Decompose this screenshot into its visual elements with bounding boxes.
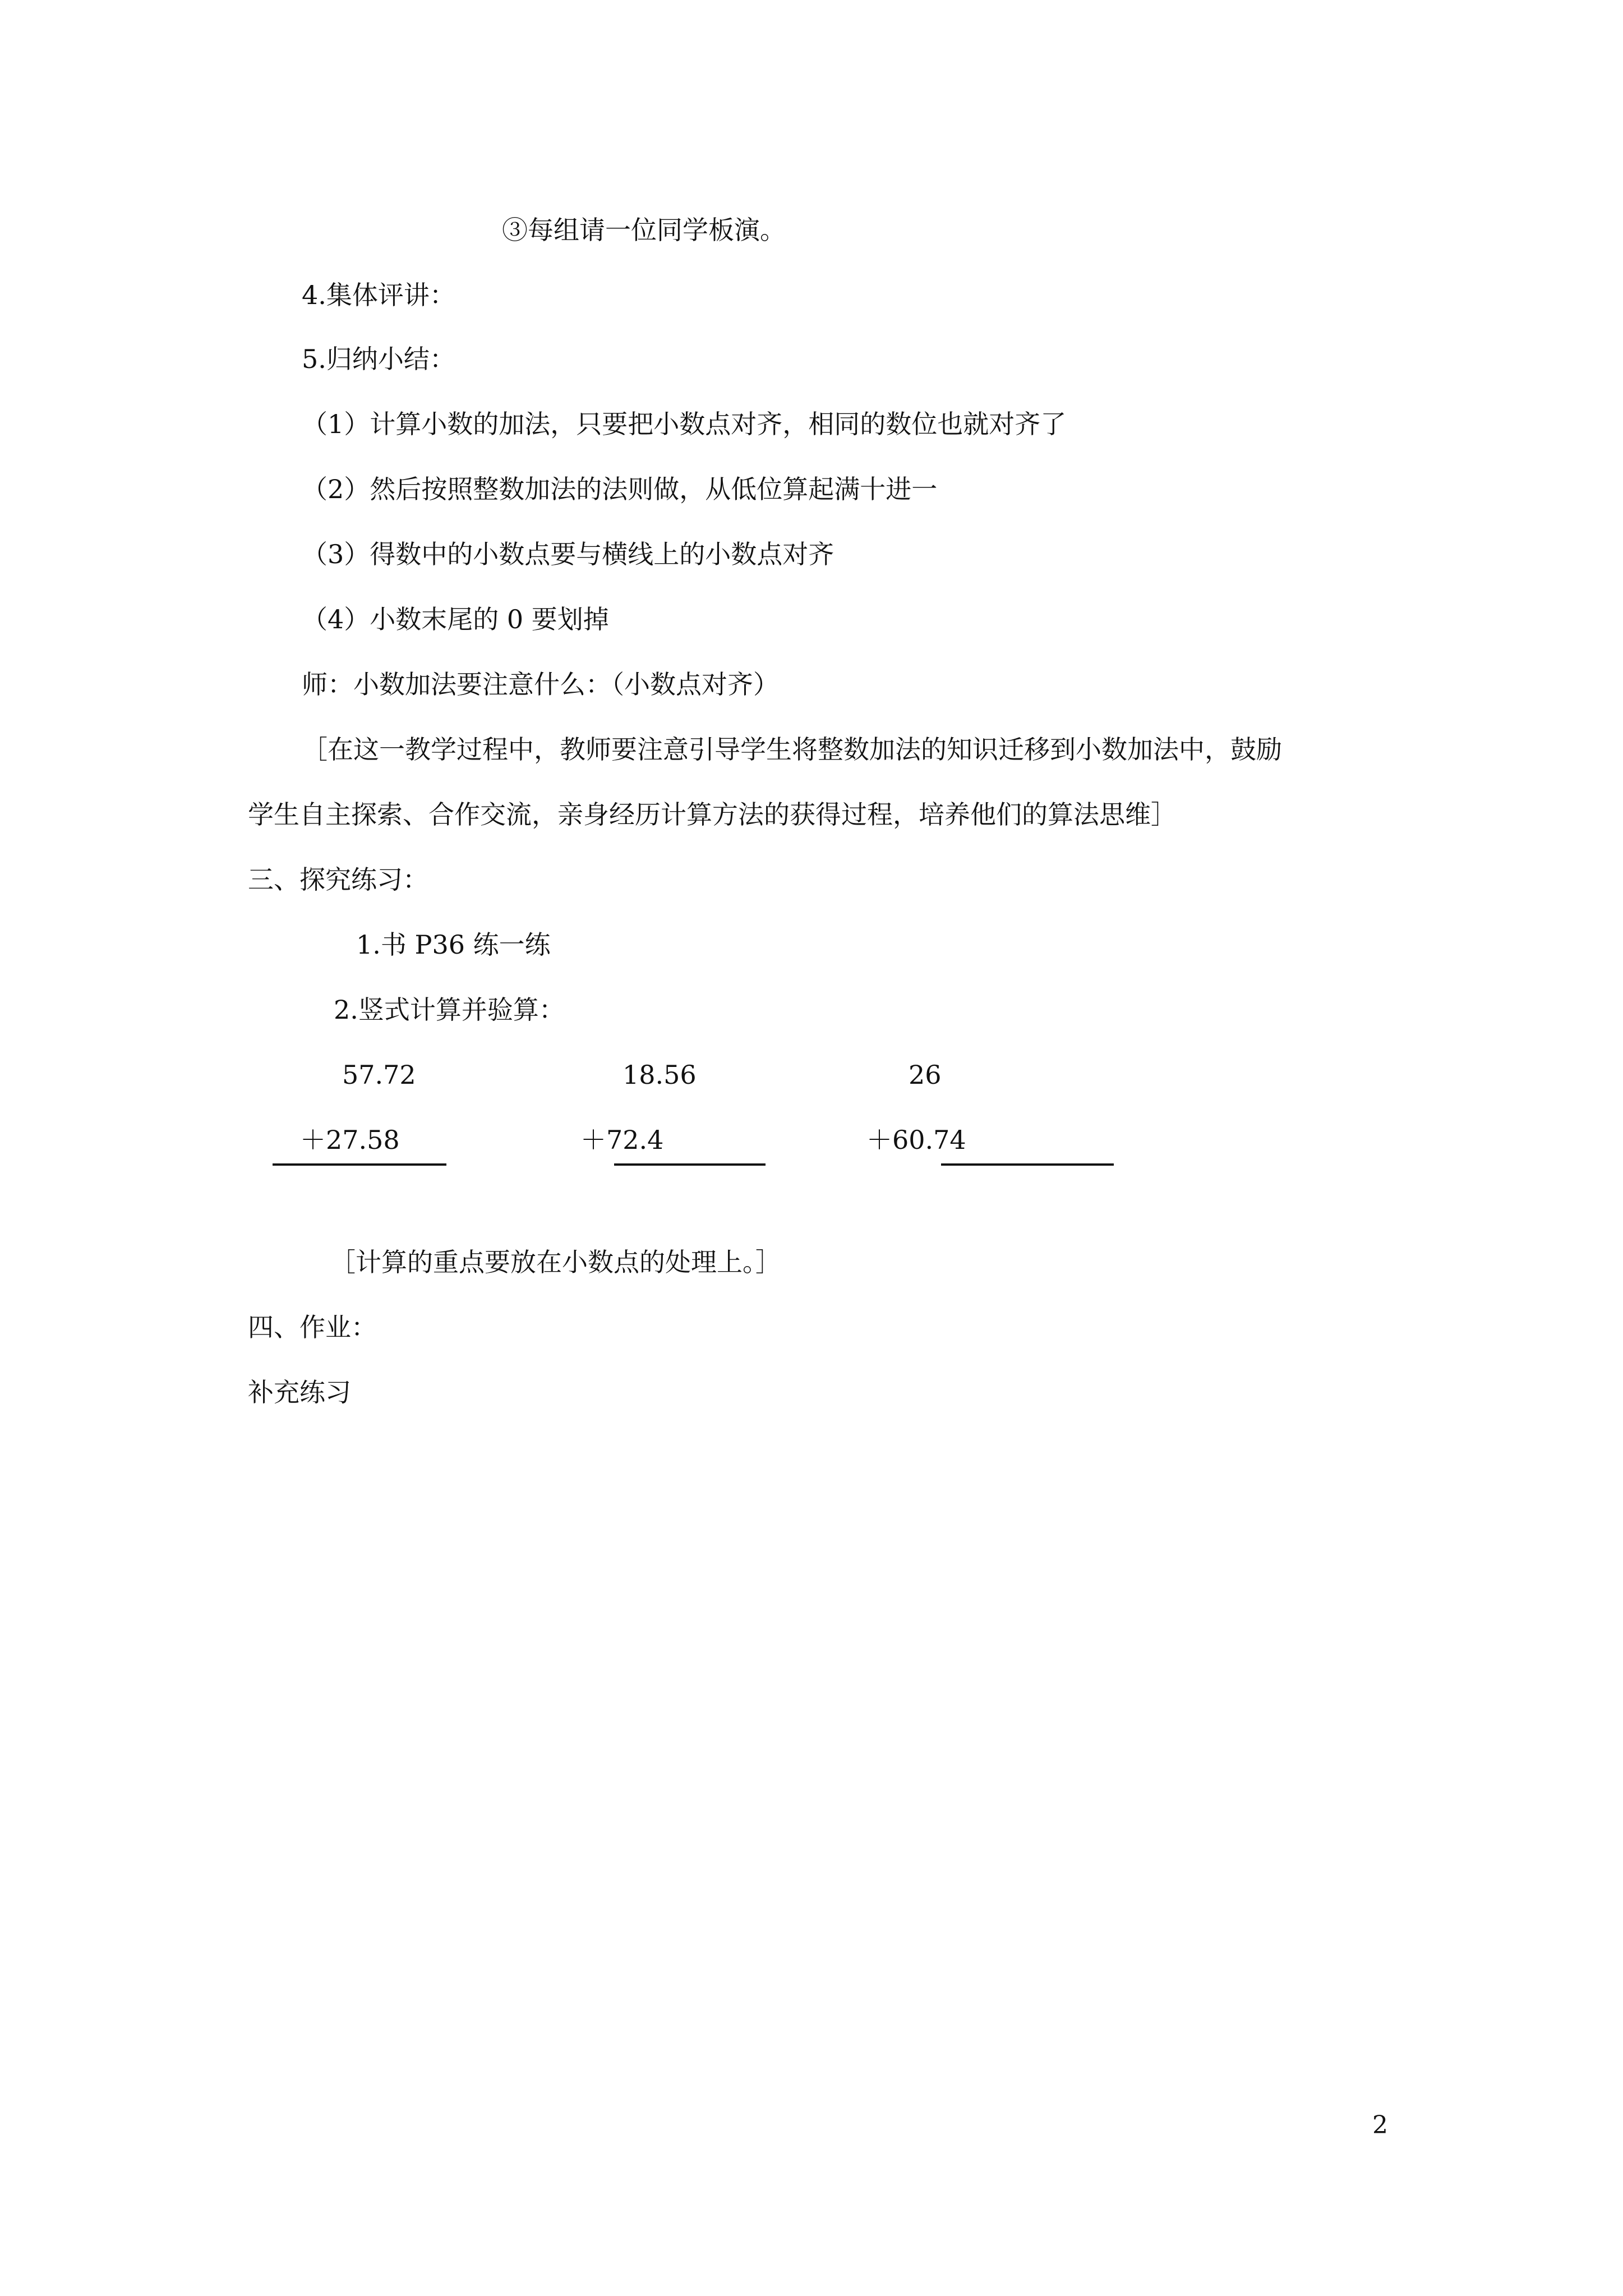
problem-3-rule bbox=[941, 1163, 1114, 1166]
homework-text: 补充练习 bbox=[248, 1377, 351, 1407]
summary-point-2: （2）然后按照整数加法的法则做，从低位算起满十进一 bbox=[302, 474, 938, 504]
section4-heading: 四、作业： bbox=[248, 1312, 377, 1342]
step3-note: ③每组请一位同学板演。 bbox=[502, 215, 786, 245]
summary-point-4: （4）小数末尾的 0 要划掉 bbox=[302, 604, 609, 634]
problem-2-top: 18.56 bbox=[623, 1060, 697, 1090]
item5-heading: 5.归纳小结： bbox=[302, 344, 455, 374]
practice-item-2: 2.竖式计算并验算： bbox=[334, 995, 565, 1025]
teacher-question: 师：小数加法要注意什么：（小数点对齐） bbox=[302, 669, 779, 700]
problem-1-rule bbox=[273, 1163, 446, 1166]
note-focus: ［计算的重点要放在小数点的处理上。］ bbox=[330, 1247, 781, 1277]
practice-item-1: 1.书 P36 练一练 bbox=[356, 930, 551, 960]
page-number: 2 bbox=[1372, 2111, 1388, 2139]
comment-line-2: 学生自主探索、合作交流，亲身经历计算方法的获得过程，培养他们的算法思维］ bbox=[248, 799, 1177, 830]
problem-3-bottom: ＋60.74 bbox=[866, 1125, 966, 1155]
problem-2-bottom: ＋72.4 bbox=[580, 1125, 664, 1155]
problem-1-bottom: ＋27.58 bbox=[300, 1125, 400, 1155]
problem-3-top: 26 bbox=[909, 1060, 942, 1090]
item4-heading: 4.集体评讲： bbox=[302, 280, 455, 310]
summary-point-1: （1）计算小数的加法，只要把小数点对齐，相同的数位也就对齐了 bbox=[302, 409, 1067, 439]
section3-heading: 三、探究练习： bbox=[248, 864, 428, 895]
problem-1-top: 57.72 bbox=[342, 1060, 416, 1090]
summary-point-3: （3）得数中的小数点要与横线上的小数点对齐 bbox=[302, 539, 834, 569]
comment-line-1: ［在这一教学过程中，教师要注意引导学生将整数加法的知识迁移到小数加法中，鼓励 bbox=[302, 734, 1282, 765]
problem-2-rule bbox=[614, 1163, 766, 1166]
